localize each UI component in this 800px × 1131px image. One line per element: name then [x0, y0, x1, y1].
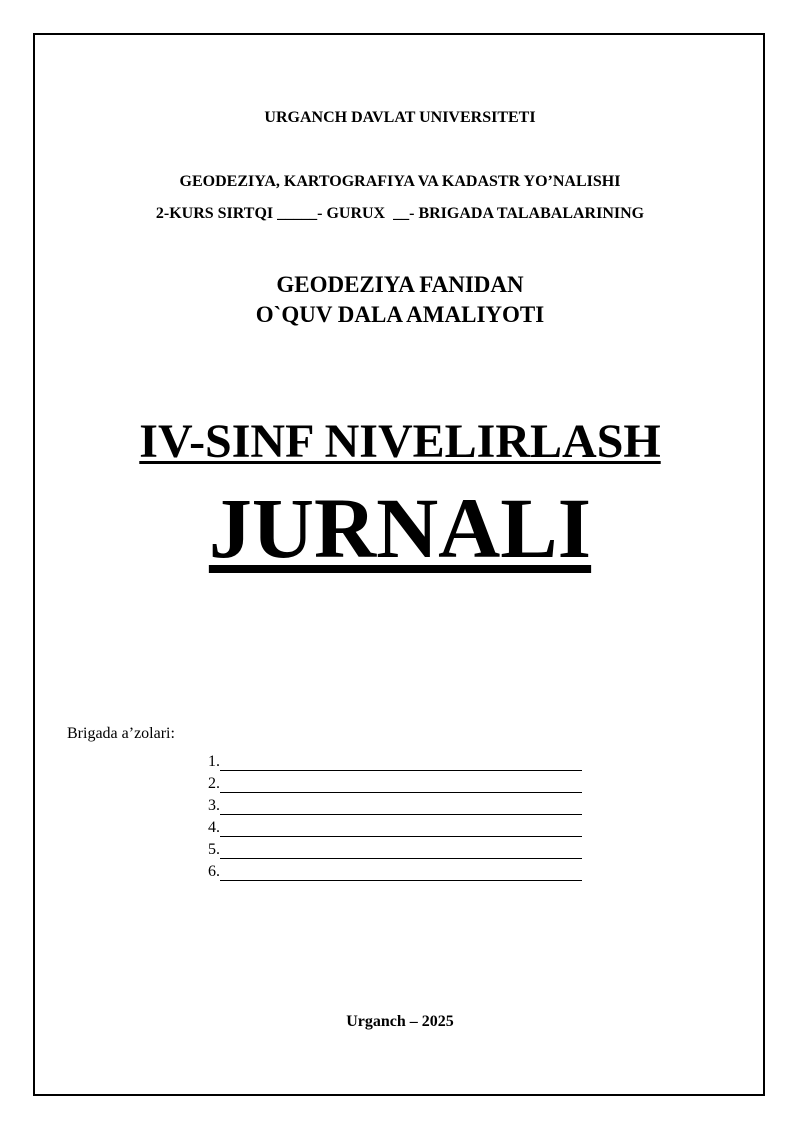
members-list	[208, 751, 582, 883]
member-row	[208, 861, 582, 883]
member-number: 3.	[208, 797, 220, 814]
document-title-text: IV-SINF NIVELIRLASH	[139, 415, 661, 468]
members-label: Brigada a’zolari:	[67, 725, 175, 742]
member-blank-line	[220, 754, 582, 771]
member-blank-line	[220, 776, 582, 793]
member-row	[208, 751, 582, 773]
subject-line-2: O`QUV DALA AMALIYOTI	[255, 302, 545, 327]
course-group-line: 2-KURS SIRTQI _____- GURUX __- BRIGADA TALABALARINING	[155, 205, 645, 222]
document-title	[0, 412, 800, 472]
member-blank-line	[220, 820, 582, 837]
subject-line-1: GEODEZIYA FANIDAN	[276, 272, 524, 297]
member-row	[208, 839, 582, 861]
member-number: 1.	[208, 753, 220, 770]
member-row	[208, 817, 582, 839]
member-number: 4.	[208, 819, 220, 836]
member-blank-line	[220, 798, 582, 815]
university-name: URGANCH DAVLAT UNIVERSITETI	[264, 109, 536, 126]
department-name: GEODEZIYA, KARTOGRAFIYA VA KADASTR YO’NALISHI	[179, 173, 621, 190]
member-number: 5.	[208, 841, 220, 858]
document-subtitle-text: JURNALI	[208, 480, 592, 576]
member-blank-line	[220, 864, 582, 881]
member-row	[208, 773, 582, 795]
member-blank-line	[220, 842, 582, 859]
member-row	[208, 795, 582, 817]
place-and-year: Urganch – 2025	[346, 1013, 454, 1030]
document-subtitle	[0, 478, 800, 578]
member-number: 6.	[208, 863, 220, 880]
member-number: 2.	[208, 775, 220, 792]
